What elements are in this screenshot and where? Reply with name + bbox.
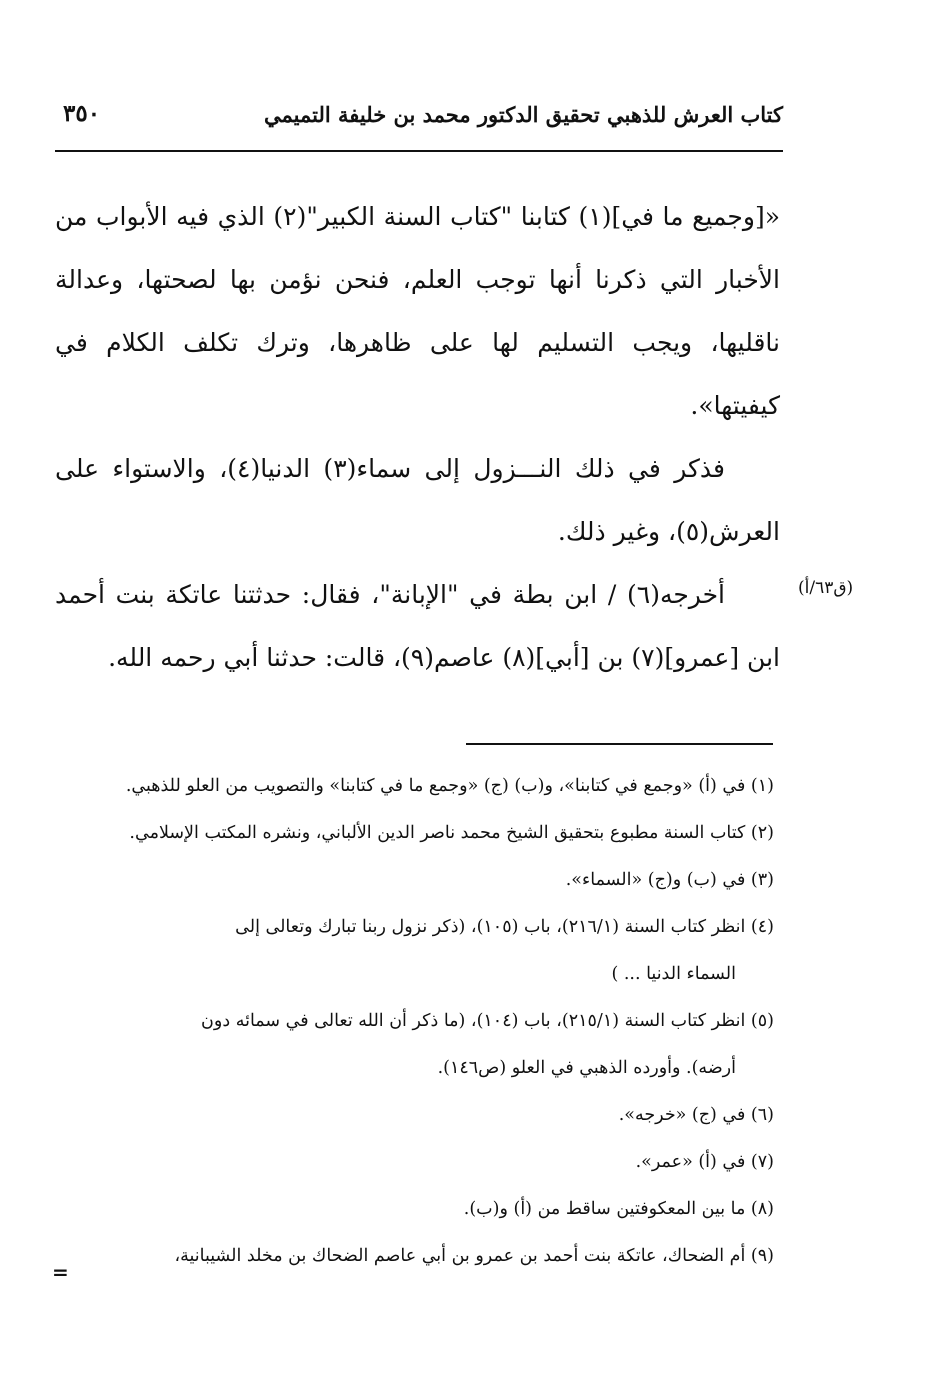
manuscript-folio-note: (ق٦٣/أ) <box>798 578 854 598</box>
footnote-5: (٥) انظر كتاب السنة (٢١٥/١)، باب (١٠٤)، (ما ذكر أن الله تعالى في سمائه دون <box>201 1011 774 1031</box>
footnote-6: (٦) في (ج) «خرجه». <box>618 1105 774 1125</box>
header-title: كتاب العرش للذهبي تحقيق الدكتور محمد بن خليفة التميمي <box>264 102 783 127</box>
footnote-4: (٤) انظر كتاب السنة (٢١٦/١)، باب (١٠٥)، (ذكر نزول ربنا تبارك وتعالى إلى <box>235 917 774 937</box>
footnote-5-continuation: أرضه). وأورده الذهبي في العلو (ص١٤٦). <box>437 1058 736 1078</box>
footnote-9: (٩) أم الضحاك، عاتكة بنت أحمد بن عمرو بن أبي عاصم الضحاك بن مخلد الشيبانية، <box>174 1246 774 1266</box>
footnote-8: (٨) ما بين المعكوفتين ساقط من (أ) و(ب). <box>463 1199 774 1219</box>
footnote-2: (٢) كتاب السنة مطبوع بتحقيق الشيخ محمد ناصر الدين الألباني، ونشره المكتب الإسلامي. <box>129 823 774 843</box>
running-header <box>55 98 783 140</box>
footnote-4-continuation: السماء الدنيا ... ) <box>611 964 736 984</box>
paragraph-2: فذكر في ذلك النـــزول إلى سماء(٣) الدنيا(٤)، والاستواء على العرش(٥)، وغير ذلك. <box>55 454 780 546</box>
paragraph-1: «[وجميع ما في](١) كتابنا "كتاب السنة الكبير"(٢) الذي فيه الأبواب من الأخبار التي ذكرنا أنها توجب العلم، فنحن نؤمن بها لصحتها، وعدالة ناقليها، ويجب التسليم لها على ظاهرها، وترك تكلف الكلام في كيفيتها». <box>55 202 781 420</box>
main-text <box>55 185 780 689</box>
footnotes <box>52 763 774 1284</box>
continuation-mark: = <box>52 1260 69 1284</box>
footnote-7: (٧) في (أ) «عمر». <box>635 1152 774 1172</box>
paragraph-3: أخرجه(٦) / ابن بطة في "الإبانة"، فقال: حدثتنا عاتكة بنت أحمد ابن [عمرو](٧) بن [أبي](٨) عاصم(٩)، قالت: حدثنا أبي رحمه الله. <box>55 580 780 672</box>
footnote-rule <box>466 743 773 745</box>
footnote-1: (١) في (أ) «وجمع في كتابنا»، و(ب) (ج) «وجمع ما في كتابنا» والتصويب من العلو للذهبي. <box>125 776 774 796</box>
header-rule <box>55 150 783 152</box>
page-number: ٣٥٠ <box>63 100 101 127</box>
footnote-3: (٣) في (ب) و(ج) «السماء». <box>565 870 774 890</box>
